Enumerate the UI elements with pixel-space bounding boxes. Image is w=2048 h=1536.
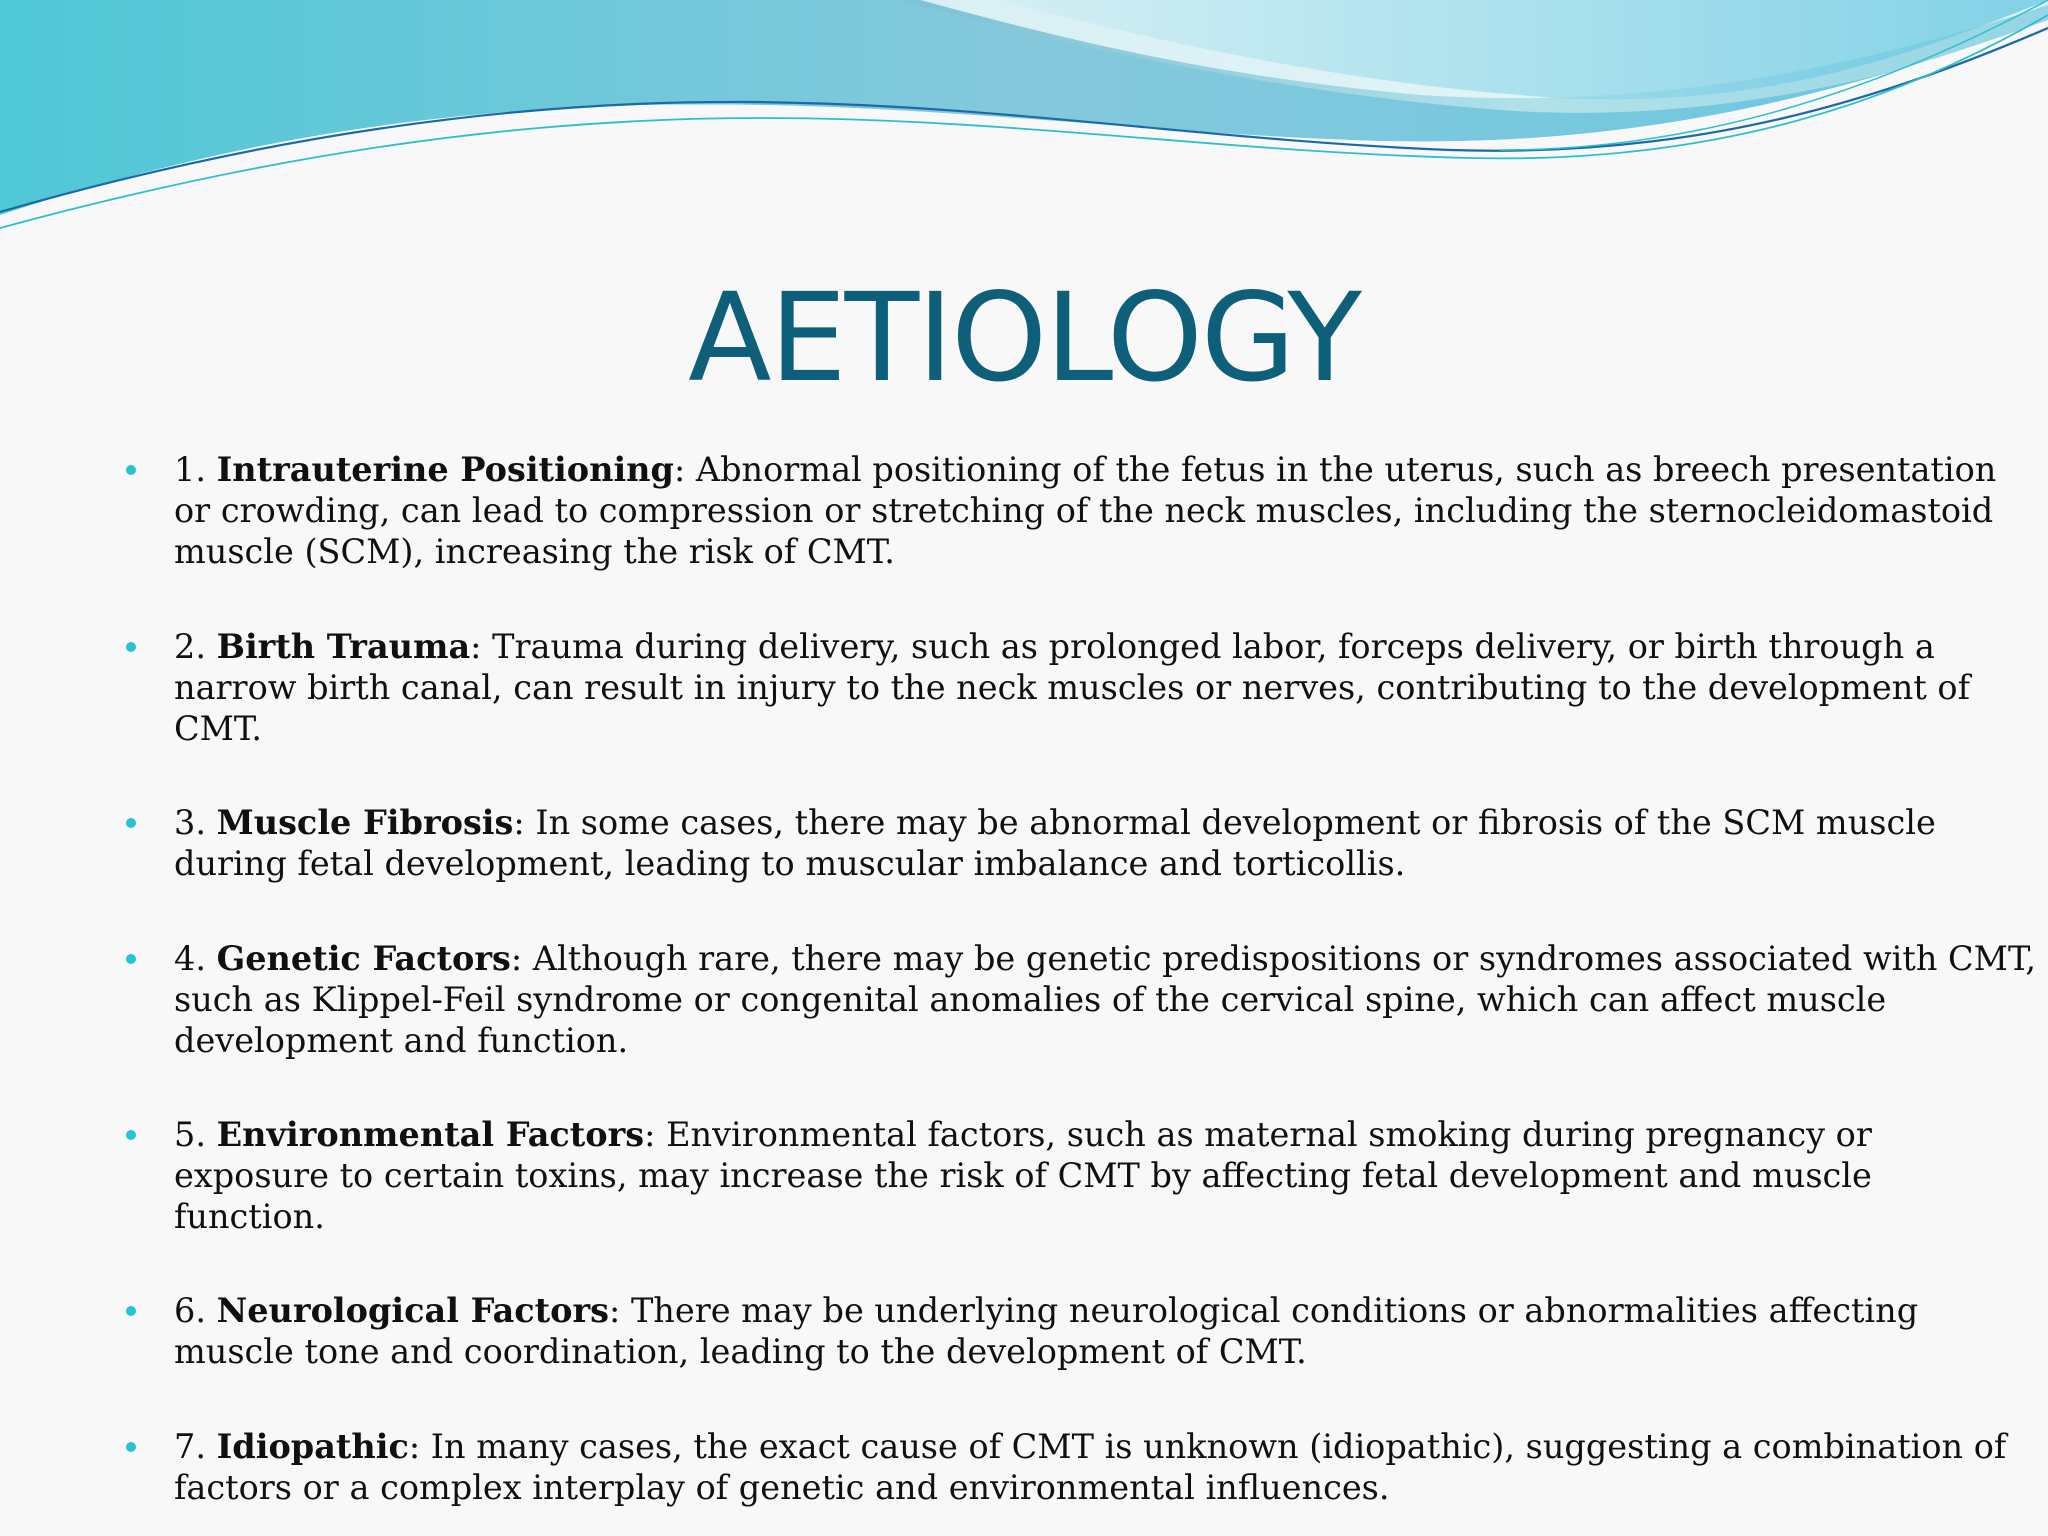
bullet-icon	[126, 642, 136, 652]
bullet-icon	[126, 818, 136, 828]
bullet-icon	[126, 954, 136, 964]
item-term: Environmental Factors	[216, 1115, 645, 1154]
item-term: Neurological Factors	[216, 1291, 610, 1330]
item-term: Genetic Factors	[216, 939, 511, 978]
bullet-icon	[126, 465, 136, 475]
bullet-icon	[126, 1130, 136, 1140]
slide-title: AETIOLOGY	[688, 267, 1360, 409]
aetiology-list: 1. Intrauterine Positioning: Abnormal positioning of the fetus in the uterus, such as breech presentation or crowding, can lead to compression or stretching of the neck muscles, including the sternocleidomastoid muscle (SCM), increasing the risk of CMT. 2. Birth Trauma: Trauma during delivery, such as prolonged labor, forceps delivery, or birth through a narrow birth canal, can result in injury to the neck muscles or nerves, contributing to the development of CMT. 3. Muscle Fibrosis: In some cases, there may be abnormal development or fibrosis of the SCM muscle during fetal development, leading to muscular imbalance and torticollis. 4. Genetic Factors: Although rare, there may be genetic predispositions or syndromes associated with CMT, such as Klippel-Feil syndrome or congenital anomalies of the cervical spine, which can affect muscle development and function. 5. Environmental Factors: Environmental factors, such as maternal smoking during pregnancy or exposure to certain toxins, may increase the risk of CMT by affecting fetal development and muscle function. 6. Neurological Factors: There may be underlying neurological conditions or abnormalities affecting muscle tone and coordination, leading to the development of CMT. 7. Idiopathic: In many cases, the exact cause of CMT is unknown (idiopathic), suggesting a combination of factors or a complex interplay of genetic and environmental influences.	[0, 0, 2048, 1536]
item-term: Idiopathic	[216, 1427, 409, 1466]
item-term: Intrauterine Positioning	[216, 450, 674, 489]
bullet-icon	[126, 1442, 136, 1452]
item-term: Birth Trauma	[216, 627, 471, 666]
bullet-icon	[126, 1306, 136, 1316]
item-term: Muscle Fibrosis	[216, 803, 514, 842]
